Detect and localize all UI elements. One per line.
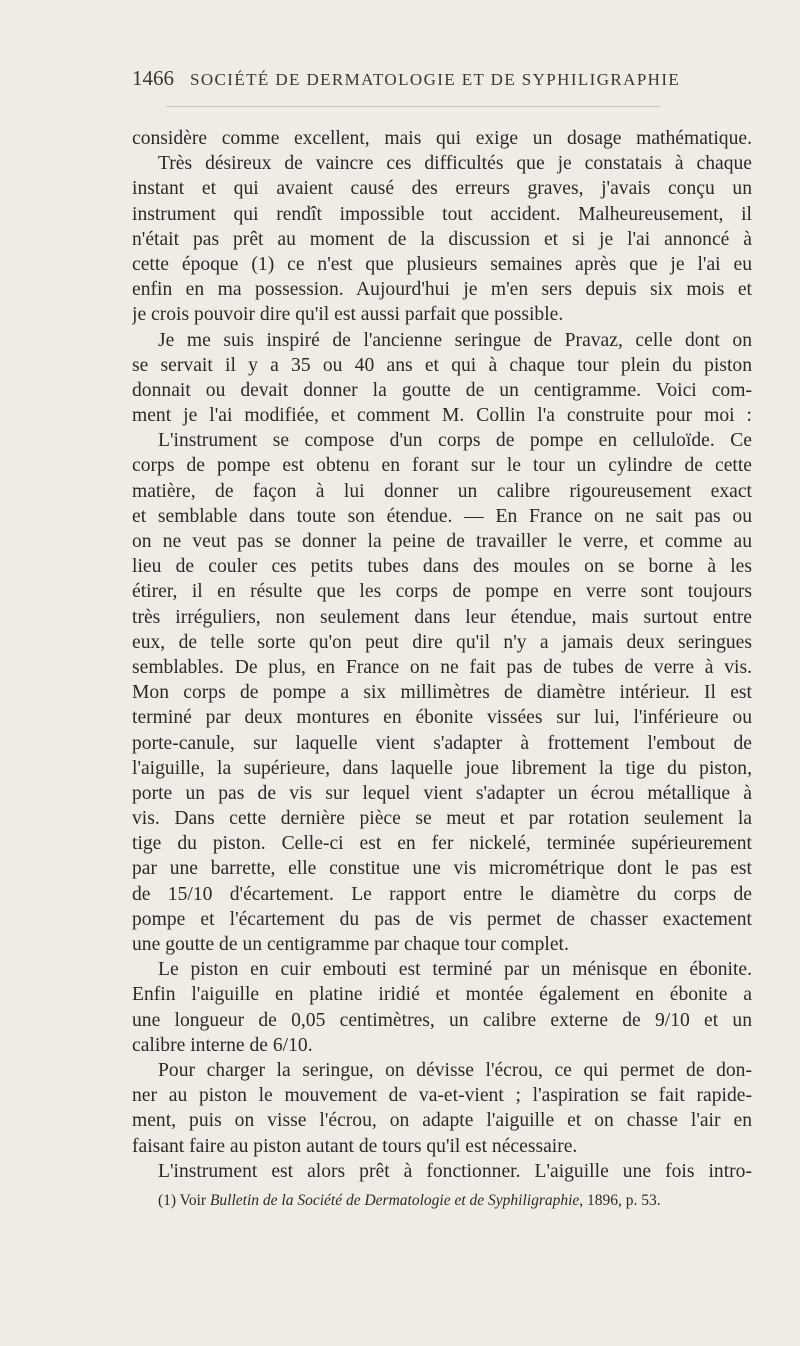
text-line: faisant faire au piston autant de tours qu'il est nécessaire. (132, 1135, 578, 1157)
text-line: par une barrette, elle constitue une vis micrométrique dont le pas est (132, 858, 752, 880)
text-line: on ne veut pas se donner la peine de travailler le verre, et comme au (132, 531, 752, 552)
text-line: très irréguliers, non seulement dans leur étendue, mais surtout entre (132, 606, 752, 628)
text-line: considère comme excellent, mais qui exige un dosage mathématique. (132, 128, 752, 149)
text-line: Je me suis inspiré de l'ancienne seringue de Pravaz, celle dont on (158, 329, 752, 351)
text-line: ner au piston le mouvement de va-et-vient ; l'aspiration se fait rapide- (132, 1085, 752, 1107)
text-line: Pour charger la seringue, on dévisse l'écrou, ce qui permet de don- (158, 1059, 752, 1081)
footnote-marker: (1) Voir (158, 1192, 207, 1209)
text-line: calibre interne de 6/10. (132, 1034, 313, 1056)
body-text (132, 126, 752, 1184)
text-line: l'aiguille, la supérieure, dans laquelle joue librement la tige du piston, (132, 757, 752, 779)
text-line: et semblable dans toute son étendue. — En France on ne sait pas ou (132, 505, 752, 527)
running-header (132, 66, 752, 91)
text-line: ment je l'ai modifiée, et comment M. Collin l'a construite pour moi : (132, 405, 752, 427)
text-line: terminé par deux montures en ébonite vissées sur lui, l'inférieure ou (132, 707, 752, 729)
text-line: Le piston en cuir embouti est terminé par un ménisque en ébonite. (158, 959, 752, 981)
text-line: je crois pouvoir dire qu'il est aussi parfait que possible. (132, 304, 564, 326)
text-line: de 15/10 d'écartement. Le rapport entre le diamètre du corps de (132, 883, 752, 905)
text-line: enfin en ma possession. Aujourd'hui je m'en sers depuis six mois et (132, 279, 752, 301)
footnote-journal: Bulletin de la Société de Dermatologie et de Syphiligraphie (209, 1192, 580, 1209)
text-line: se servait il y a 35 ou 40 ans et qui à chaque tour plein du piston (132, 354, 752, 376)
text-line: ment, puis on visse l'écrou, on adapte l'aiguille et on chasse l'air en (132, 1110, 752, 1132)
page-number: 1466 (132, 66, 174, 90)
text-line: Mon corps de pompe a six millimètres de diamètre intérieur. Il est (132, 682, 752, 704)
text-line: donnait ou devait donner la goutte de un centigramme. Voici com- (132, 379, 752, 401)
text-line: eux, de telle sorte qu'on peut dire qu'il n'y a jamais deux seringues (132, 631, 752, 653)
text-line: étirer, il en résulte que les corps de pompe en verre sont toujours (132, 581, 752, 603)
text-line: semblables. De plus, en France on ne fait pas de tubes de verre à vis. (132, 656, 752, 678)
text-line: pompe et l'écartement du pas de vis permet de chasser exactement (132, 908, 752, 930)
text-line: instant et qui avaient causé des erreurs graves, j'avais conçu un (132, 178, 752, 200)
text-line: porte-canule, sur laquelle vient s'adapter à frottement l'embout de (132, 732, 752, 754)
text-line: vis. Dans cette dernière pièce se meut et par rotation seulement la (132, 808, 752, 830)
text-line: porte un pas de vis sur lequel vient s'adapter un écrou métallique à (132, 782, 752, 804)
text-line: L'instrument est alors prêt à fonctionner. L'aiguille une fois intro- (158, 1160, 752, 1182)
text-line: une longueur de 0,05 centimètres, un calibre externe de 9/10 et un (132, 1009, 752, 1031)
text-line: cette époque (1) ce n'est que plusieurs semaines après que je l'ai eu (132, 253, 752, 275)
text-line: une goutte de un centigramme par chaque tour complet. (132, 934, 569, 955)
text-line: lieu de couler ces petits tubes dans des moules on se borne à les (132, 556, 752, 578)
header-rule (166, 106, 660, 107)
text-line: Enfin l'aiguille en platine iridié et montée également en ébonite a (132, 984, 752, 1006)
text-line: instrument qui rendît impossible tout accident. Malheureusement, il (132, 203, 752, 225)
footnote (158, 1192, 754, 1210)
text-line: n'était pas prêt au moment de la discussion et si je l'ai annoncé à (132, 228, 752, 250)
text-line: L'instrument se compose d'un corps de pompe en celluloïde. Ce (158, 430, 752, 452)
running-title: SOCIÉTÉ DE DERMATOLOGIE ET DE SYPHILIGRAPHIE (190, 70, 681, 89)
text-line: corps de pompe est obtenu en forant sur le tour un cylindre de cette (132, 455, 752, 477)
text-line: matière, de façon à lui donner un calibre rigoureusement exact (132, 480, 752, 502)
footnote-details: , 1896, p. 53. (579, 1192, 661, 1209)
text-line: tige du piston. Celle-ci est en fer nickelé, terminée supérieurement (132, 833, 752, 855)
text-line: Très désireux de vaincre ces difficultés que je constatais à chaque (158, 153, 752, 175)
